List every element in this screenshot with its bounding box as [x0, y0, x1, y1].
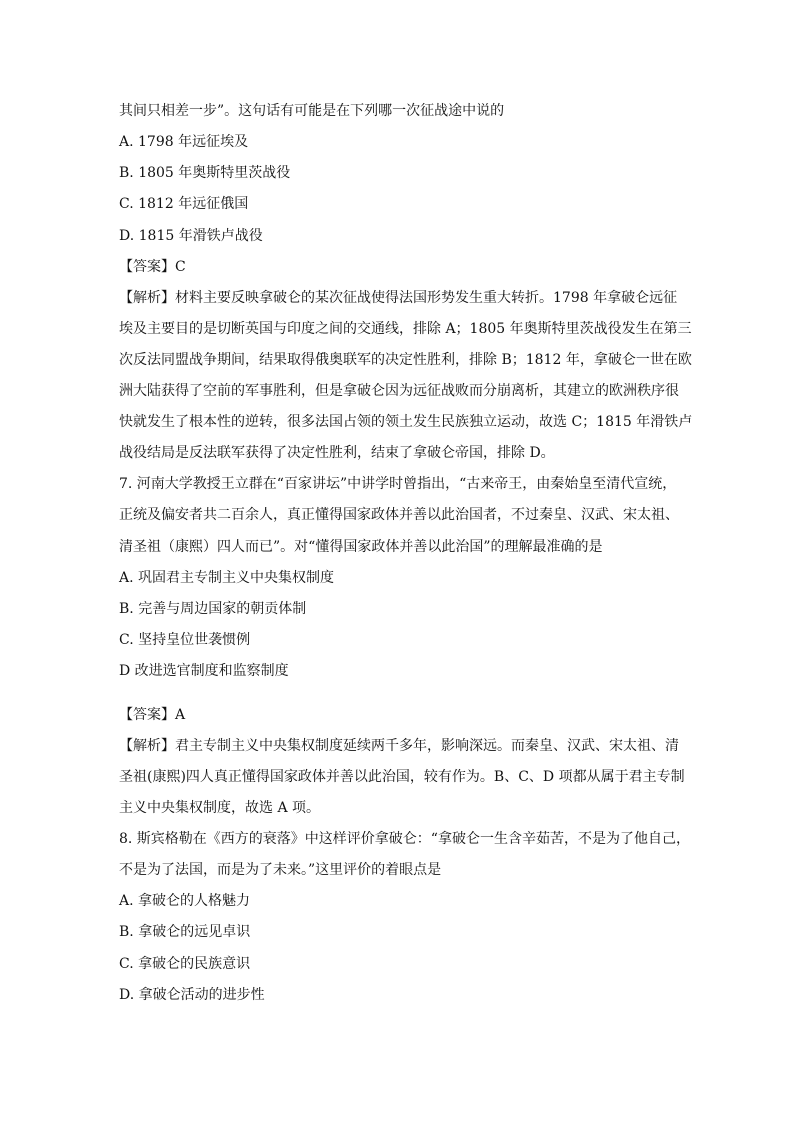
question-7-stem-line: 正统及偏安者共二百余人，真正懂得国家政体并善以此治国者，不过秦皇、汉武、宋太祖、 — [119, 507, 679, 523]
q6-option-b: B. 1805 年奥斯特里茨战役 — [119, 165, 291, 181]
q6-analysis-line: 次反法同盟战争期间，结果取得俄奥联军的决定性胜利，排除 B；1812 年，拿破仑一世在欧 — [119, 352, 692, 368]
q6-analysis-line: 快就发生了根本性的逆转，很多法国占领的领土发生民族独立运动，故选 C；1815 年滑铁卢 — [119, 414, 693, 430]
question-7-stem-line: 清圣祖（康熙）四人而已”。对“懂得国家政体并善以此治国”的理解最准确的是 — [119, 539, 603, 555]
q6-option-d: D. 1815 年滑铁卢战役 — [119, 228, 263, 244]
q7-option-d: D 改进选官制度和监察制度 — [119, 663, 289, 679]
q8-option-c: C. 拿破仑的民族意识 — [119, 956, 251, 972]
q8-option-a: A. 拿破仑的人格魅力 — [119, 893, 251, 909]
question-6-stem: 其间只相差一步”。这句话有可能是在下列哪一次征战途中说的 — [119, 103, 505, 119]
q8-option-b: B. 拿破仑的远见卓识 — [119, 924, 251, 940]
q7-option-a: A. 巩固君主专制主义中央集权制度 — [119, 570, 335, 586]
q6-analysis-line: 【解析】材料主要反映拿破仑的某次征战使得法国形势发生重大转折。1798 年拿破仑远征 — [119, 290, 678, 306]
question-8-stem-line: 8. 斯宾格勒在《西方的衰落》中这样评价拿破仑：“拿破仑一生含辛茹苦，不是为了他自己， — [119, 831, 690, 847]
question-8-stem-line: 不是为了法国，而是为了未来。”这里评价的着眼点是 — [119, 862, 442, 878]
q7-option-c: C. 坚持皇位世袭惯例 — [119, 632, 251, 648]
q6-option-a: A. 1798 年远征埃及 — [119, 134, 249, 150]
q6-analysis-line: 埃及主要目的是切断英国与印度之间的交通线，排除 A；1805 年奥斯特里茨战役发生在第三 — [119, 321, 692, 337]
q7-analysis-line: 主义中央集权制度，故选 A 项。 — [119, 800, 321, 816]
q7-analysis-line: 圣祖(康熙)四人真正懂得国家政体并善以此治国，较有作为。B、C、D 项都从属于君主专制 — [119, 769, 685, 785]
q7-option-b: B. 完善与周边国家的朝贡体制 — [119, 601, 307, 617]
q6-option-c: C. 1812 年远征俄国 — [119, 196, 249, 212]
q7-analysis-line: 【解析】君主专制主义中央集权制度延续两千多年，影响深远。而秦皇、汉武、宋太祖、清 — [119, 738, 679, 754]
q6-analysis-line: 战役结局是反法联军获得了决定性胜利，结束了拿破仑帝国，排除 D。 — [119, 445, 555, 461]
q7-answer: 【答案】A — [119, 707, 186, 723]
q8-option-d: D. 拿破仑活动的进步性 — [119, 987, 265, 1003]
q6-analysis-line: 洲大陆获得了空前的军事胜利，但是拿破仑因为远征战败而分崩离析，其建立的欧洲秩序很 — [119, 383, 679, 399]
q6-answer: 【答案】C — [119, 259, 186, 275]
question-7-stem-line: 7. 河南大学教授王立群在“百家讲坛”中讲学时曾指出，“古来帝王，由秦始皇至清代宣统， — [119, 476, 677, 492]
